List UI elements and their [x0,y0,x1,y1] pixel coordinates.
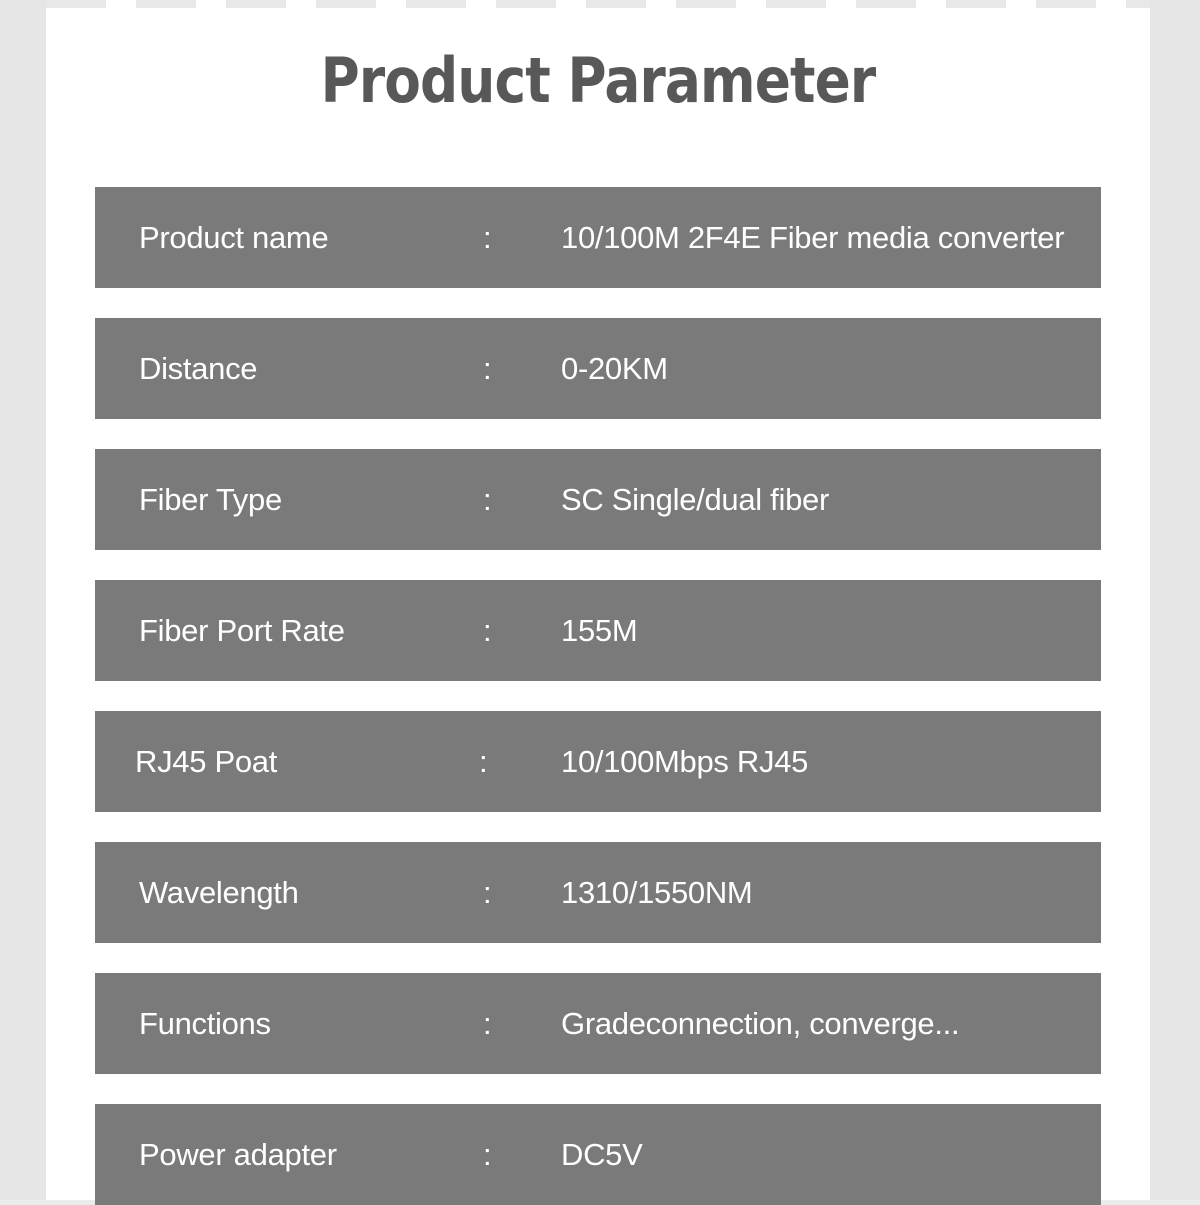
left-margin [0,0,46,1200]
param-colon: : [483,350,492,386]
param-value: 10/100M 2F4E Fiber media converter [561,219,1065,255]
param-row-power-adapter [95,1104,1101,1205]
param-value: SC Single/dual fiber [561,481,829,517]
param-colon: : [483,1005,492,1041]
param-label: RJ45 Poat [135,743,278,779]
param-row-fiber-port-rate [95,580,1101,681]
param-row-rj45-port [95,711,1101,812]
param-colon: : [483,874,492,910]
param-colon: : [483,219,492,255]
top-decorative-strip [46,0,1150,8]
param-label: Product name [139,219,329,255]
param-value: 1310/1550NM [561,874,753,910]
param-label: Fiber Type [139,481,282,517]
param-value: Gradeconnection, converge... [561,1005,960,1041]
param-value: DC5V [561,1136,643,1172]
parameter-panel [46,0,1150,1200]
param-colon: : [483,612,492,648]
param-row-product-name [95,187,1101,288]
param-row-fiber-type [95,449,1101,550]
right-margin [1150,0,1200,1200]
param-colon: : [483,481,492,517]
param-label: Wavelength [139,874,299,910]
param-colon: : [483,1136,492,1172]
param-value: 0-20KM [561,350,668,386]
param-value: 10/100Mbps RJ45 [561,743,809,779]
param-label: Functions [139,1005,271,1041]
param-value: 155M [561,612,638,648]
page-title: Product Parameter [320,44,876,117]
param-colon: : [479,743,488,779]
param-label: Distance [139,350,258,386]
param-row-functions [95,973,1101,1074]
param-row-distance [95,318,1101,419]
param-label: Fiber Port Rate [139,612,345,648]
param-label: Power adapter [139,1136,337,1172]
param-row-wavelength [95,842,1101,943]
